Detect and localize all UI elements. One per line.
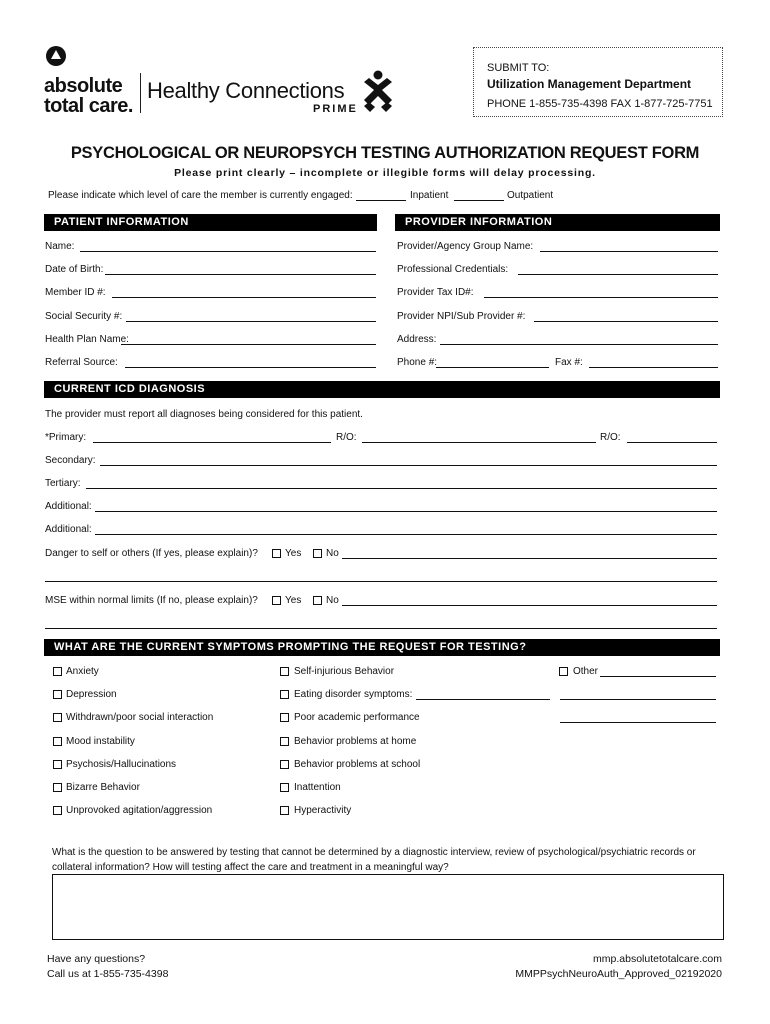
other-field[interactable] (600, 676, 716, 677)
form-title: PSYCHOLOGICAL OR NEUROPSYCH TESTING AUTHORIZATION REQUEST FORM (70, 144, 700, 162)
symptom-checkbox[interactable] (280, 806, 289, 815)
form-subtitle: Please print clearly – incomplete or illegible forms will delay processing. (174, 167, 596, 179)
testing-answer-box[interactable] (52, 874, 724, 940)
mse-yes-label: Yes (285, 595, 302, 606)
brand-subtitle: PRIME (313, 103, 358, 115)
care-level-line (48, 190, 353, 201)
patient-referral-label: Referral Source: (45, 357, 118, 368)
submit-department: Utilization Management Department (487, 77, 692, 91)
patient-referral-field[interactable] (125, 367, 376, 368)
ro2-label: R/O: (600, 432, 621, 443)
diagnosis-note: The provider must report all diagnoses being considered for this patient. (45, 409, 363, 420)
provider-info-heading: PROVIDER INFORMATION (395, 214, 720, 231)
symptom-label: Eating disorder symptoms: (294, 689, 413, 700)
other-field-3[interactable] (560, 722, 716, 723)
symptom-checkbox[interactable] (53, 667, 62, 676)
danger-yes-label: Yes (285, 548, 302, 559)
footer-website: mmp.absolutetotalcare.com (593, 953, 722, 965)
patient-ssn-field[interactable] (126, 321, 376, 322)
symptom-label: Anxiety (66, 666, 99, 677)
symptom-label: Mood instability (66, 736, 135, 747)
provider-credentials-label: Professional Credentials: (397, 264, 509, 275)
brand-title: Healthy Connections (147, 78, 345, 103)
provider-tax-id-field[interactable] (484, 297, 718, 298)
ro2-field[interactable] (627, 442, 717, 443)
symptom-label: Behavior problems at home (294, 736, 417, 747)
primary-label: *Primary: (45, 432, 87, 443)
patient-name-field[interactable] (80, 251, 376, 252)
patient-member-id-label: Member ID #: (45, 287, 106, 298)
patient-info-heading: PATIENT INFORMATION (44, 214, 377, 231)
logo-divider (140, 73, 141, 113)
patient-name-label: Name: (45, 241, 75, 252)
danger-label: Danger to self or others (If yes, please explain)? (45, 548, 258, 559)
secondary-label: Secondary: (45, 455, 96, 466)
provider-fax-field[interactable] (589, 367, 718, 368)
other-field-2[interactable] (560, 699, 716, 700)
patient-plan-field[interactable] (121, 344, 376, 345)
symptom-label: Withdrawn/poor social interaction (66, 712, 214, 723)
footer-call: Call us at 1-855-735-4398 (47, 968, 169, 980)
provider-credentials-field[interactable] (518, 274, 718, 275)
symptom-label: Unprovoked agitation/aggression (66, 805, 213, 816)
ro1-field[interactable] (362, 442, 596, 443)
testing-question: What is the question to be answered by testing that cannot be determined by a diagnostic interview, review of psychological/psychiatric records or collateral information? How will testing affect the care and treatment in a meaningful way? (52, 847, 696, 873)
footer-right (515, 952, 722, 982)
symptom-label: Poor academic performance (294, 712, 420, 723)
provider-address-field[interactable] (440, 344, 718, 345)
provider-phone-label: Phone #: (397, 357, 438, 368)
submit-contact: PHONE 1-855-735-4398 FAX 1-877-725-7751 (487, 98, 713, 110)
danger-yes-checkbox[interactable] (272, 549, 281, 558)
mse-explain-field-2[interactable] (45, 628, 717, 629)
patient-member-id-field[interactable] (112, 297, 376, 298)
submit-to-box (473, 47, 723, 117)
symptom-label: Behavior problems at school (294, 759, 421, 770)
mse-no-label: No (326, 595, 339, 606)
outpatient-label: Outpatient (507, 190, 554, 201)
absolute-total-care-logo-icon (45, 45, 67, 67)
symptoms-heading: WHAT ARE THE CURRENT SYMPTOMS PROMPTING THE REQUEST FOR TESTING? (44, 639, 720, 656)
symptom-checkbox[interactable] (53, 713, 62, 722)
patient-dob-label: Date of Birth: (45, 264, 104, 275)
inpatient-blank[interactable] (356, 200, 406, 201)
primary-field[interactable] (93, 442, 331, 443)
secondary-field[interactable] (100, 465, 717, 466)
patient-dob-field[interactable] (105, 274, 376, 275)
absolute-total-care-logo (44, 76, 133, 116)
healthy-connections-figure-icon (360, 70, 396, 114)
symptom-checkbox[interactable] (280, 737, 289, 746)
symptom-checkbox[interactable] (53, 783, 62, 792)
symptom-checkbox[interactable] (53, 737, 62, 746)
symptom-label-other: Other (573, 666, 599, 677)
tertiary-field[interactable] (86, 488, 717, 489)
outpatient-blank[interactable] (454, 200, 504, 201)
provider-group-label: Provider/Agency Group Name: (397, 241, 534, 252)
mse-explain-field[interactable] (342, 605, 717, 606)
symptom-label: Inattention (294, 782, 341, 793)
additional1-label: Additional: (45, 501, 92, 512)
symptom-checkbox[interactable] (280, 667, 289, 676)
symptom-label: Depression (66, 689, 117, 700)
footer-left (47, 952, 168, 982)
eating-disorder-field[interactable] (416, 699, 550, 700)
provider-npi-label: Provider NPI/Sub Provider #: (397, 311, 526, 322)
footer-questions: Have any questions? (47, 953, 146, 965)
patient-ssn-label: Social Security #: (45, 311, 123, 322)
mse-yes-checkbox[interactable] (272, 596, 281, 605)
symptom-checkbox[interactable] (53, 760, 62, 769)
symptom-checkbox[interactable] (280, 760, 289, 769)
footer-form-id: MMPPsychNeuroAuth_Approved_02192020 (515, 968, 722, 980)
provider-address-label: Address: (397, 334, 437, 345)
danger-no-label: No (326, 548, 339, 559)
logo-line2: total care. (44, 95, 133, 117)
submit-label: SUBMIT TO: (487, 62, 550, 74)
symptom-checkbox[interactable] (280, 713, 289, 722)
symptom-checkbox[interactable] (53, 806, 62, 815)
symptom-label: Self-injurious Behavior (294, 666, 395, 677)
additional2-field[interactable] (95, 534, 717, 535)
additional1-field[interactable] (95, 511, 717, 512)
mse-no-checkbox[interactable] (313, 596, 322, 605)
symptom-label: Psychosis/Hallucinations (66, 759, 177, 770)
provider-fax-label: Fax #: (555, 357, 583, 368)
provider-phone-field[interactable] (436, 367, 549, 368)
provider-npi-field[interactable] (534, 321, 718, 322)
additional2-label: Additional: (45, 524, 92, 535)
danger-no-checkbox[interactable] (313, 549, 322, 558)
symptom-label: Bizarre Behavior (66, 782, 140, 793)
patient-plan-label: Health Plan Name: (45, 334, 129, 345)
danger-explain-field-2[interactable] (45, 581, 717, 582)
diagnosis-heading: CURRENT ICD DIAGNOSIS (44, 381, 720, 398)
symptom-checkbox[interactable] (280, 690, 289, 699)
symptom-label: Hyperactivity (294, 805, 352, 816)
inpatient-label: Inpatient (410, 190, 449, 201)
symptom-checkbox[interactable] (53, 690, 62, 699)
symptom-checkbox[interactable] (280, 783, 289, 792)
logo-line1: absolute (44, 75, 123, 97)
provider-tax-id-label: Provider Tax ID#: (397, 287, 474, 298)
mse-label: MSE within normal limits (If no, please explain)? (45, 595, 258, 606)
ro1-label: R/O: (336, 432, 357, 443)
symptom-checkbox-other[interactable] (559, 667, 568, 676)
provider-group-field[interactable] (540, 251, 718, 252)
danger-explain-field[interactable] (342, 558, 717, 559)
tertiary-label: Tertiary: (45, 478, 81, 489)
care-level-prompt: Please indicate which level of care the member is currently engaged: (48, 190, 353, 201)
